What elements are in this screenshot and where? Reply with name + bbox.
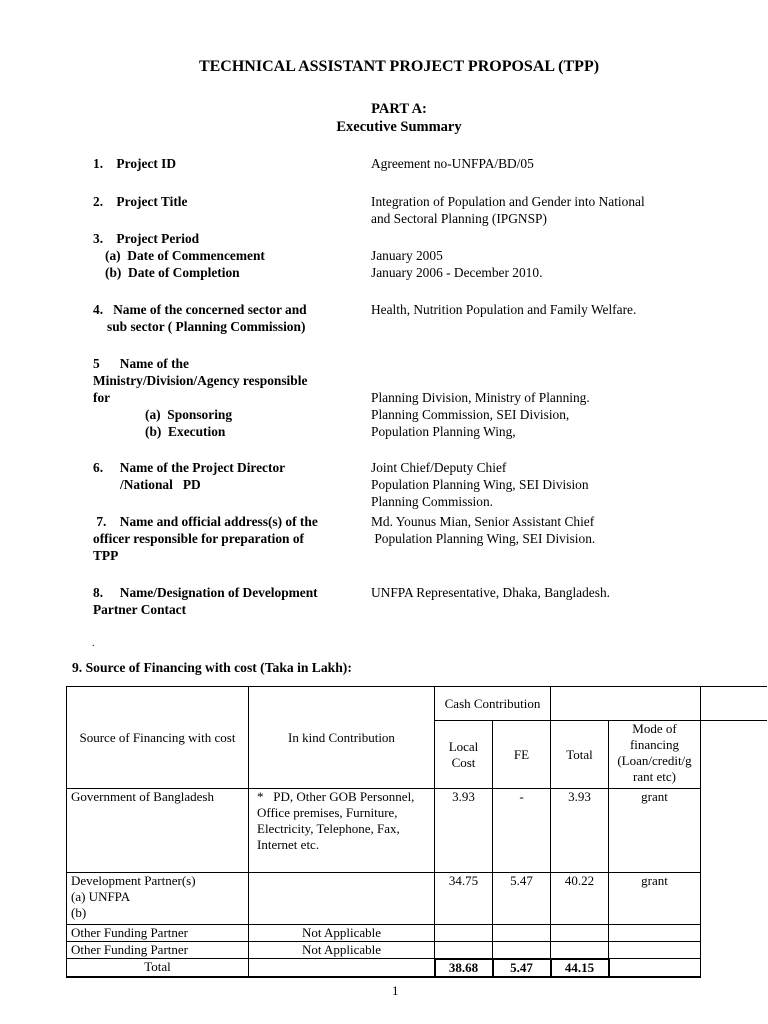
cell-extra xyxy=(701,789,767,873)
header-local: Local Cost xyxy=(435,721,493,789)
table-row xyxy=(67,789,767,873)
table-total-row xyxy=(67,959,767,977)
header-cash: Cash Contribution xyxy=(435,687,551,721)
item-value-line: Population Planning Wing, SEI Division. xyxy=(371,531,596,546)
cell-mode: grant xyxy=(609,873,701,925)
cell-inkind xyxy=(249,959,435,977)
cell-fe xyxy=(493,942,551,959)
item-value-line: January 2006 - December 2010. xyxy=(371,265,543,280)
cell-extra xyxy=(701,873,767,925)
cell-inkind: Not Applicable xyxy=(249,942,435,959)
cell-total-label: Total xyxy=(67,959,249,977)
cell-source-line: Development Partner(s) xyxy=(71,873,196,888)
item-label: 5 Name of the xyxy=(93,356,189,371)
cell-source-line: (b) xyxy=(71,905,87,920)
cell-extra xyxy=(701,925,767,942)
cell-local: 38.68 xyxy=(435,959,493,977)
page-number: 1 xyxy=(392,983,399,998)
item-value-line: Population Planning Wing, xyxy=(371,424,516,439)
item-value-line: Planning Commission, SEI Division, xyxy=(371,407,570,422)
item-value: Agreement no-UNFPA/BD/05 xyxy=(371,156,534,171)
table-row xyxy=(67,925,767,942)
item-value-line: January 2005 xyxy=(371,248,443,263)
part-label: PART A: xyxy=(371,101,427,117)
item-label: 8. Name/Designation of Development xyxy=(93,585,318,600)
cell-total: 44.15 xyxy=(551,959,609,977)
cell-inkind: Not Applicable xyxy=(249,925,435,942)
cell-extra xyxy=(701,942,767,959)
item-value: Health, Nutrition Population and Family Welfare. xyxy=(371,302,637,317)
cell-fe xyxy=(493,925,551,942)
header-extra xyxy=(701,721,767,789)
item-value-line: Joint Chief/Deputy Chief xyxy=(371,460,507,475)
item-sublabel: (b) Date of Completion xyxy=(105,265,240,280)
cell-extra xyxy=(701,959,767,977)
item-value-line: Population Planning Wing, SEI Division xyxy=(371,477,589,492)
item-label: 3. Project Period xyxy=(93,231,200,246)
item-label: 1. Project ID xyxy=(93,156,177,171)
cell-source xyxy=(67,873,249,925)
item-value-line: Planning Division, Ministry of Planning. xyxy=(371,390,590,405)
item-sublabel: (a) Sponsoring xyxy=(145,407,233,422)
cell-mode: grant xyxy=(609,789,701,873)
cell-source: Other Funding Partner xyxy=(67,925,249,942)
item-label: Partner Contact xyxy=(93,602,187,617)
table-row xyxy=(67,873,767,925)
cell-local xyxy=(435,925,493,942)
header-total: Total xyxy=(551,721,609,789)
header-inkind: In kind Contribution xyxy=(249,687,435,789)
item-label: Ministry/Division/Agency responsible xyxy=(93,373,308,388)
cell-inkind xyxy=(249,873,435,925)
cell-total xyxy=(551,942,609,959)
table-row xyxy=(67,942,767,959)
item-value: UNFPA Representative, Dhaka, Bangladesh. xyxy=(371,585,611,600)
item-value-line: Planning Commission. xyxy=(371,494,494,509)
cell-inkind xyxy=(249,789,435,873)
item-sublabel: (a) Date of Commencement xyxy=(105,248,265,263)
item-label: /National PD xyxy=(120,477,201,492)
cell-mode xyxy=(609,959,701,977)
header-source: Source of Financing with cost xyxy=(67,687,249,789)
item-value-line: and Sectoral Planning (IPGNSP) xyxy=(371,211,547,226)
item-label: for xyxy=(93,390,111,405)
item-label: 7. Name and official address(s) of the xyxy=(93,514,318,529)
item-label: TPP xyxy=(93,548,119,563)
item-label: 4. Name of the concerned sector and xyxy=(93,302,307,317)
part-subtitle: Executive Summary xyxy=(336,119,462,135)
header-mode: Mode of financing (Loan/credit/g rant etc) xyxy=(609,721,701,789)
cell-source: Other Funding Partner xyxy=(67,942,249,959)
financing-heading: 9. Source of Financing with cost (Taka in Lakh): xyxy=(72,660,352,675)
cell-fe: 5.47 xyxy=(493,959,551,977)
cell-mode xyxy=(609,925,701,942)
table-header-row xyxy=(67,687,767,721)
cell-fe: - xyxy=(493,789,551,873)
cell-total: 40.22 xyxy=(551,873,609,925)
cell-source-line: (a) UNFPA xyxy=(71,889,131,904)
cell-local xyxy=(435,942,493,959)
header-fe: FE xyxy=(493,721,551,789)
header-extra xyxy=(701,687,767,721)
document-title: TECHNICAL ASSISTANT PROJECT PROPOSAL (TPP) xyxy=(198,58,600,75)
cell-source: Government of Bangladesh xyxy=(67,789,249,873)
cell-total xyxy=(551,925,609,942)
item-value-line: Integration of Population and Gender into National xyxy=(371,194,645,209)
stray-mark: . xyxy=(92,638,95,649)
cell-fe: 5.47 xyxy=(493,873,551,925)
cell-inkind-text: * PD, Other GOB Personnel, Office premises, Furniture, Electricity, Telephone, Fax, Internet etc. xyxy=(257,789,418,852)
item-label: sub sector ( Planning Commission) xyxy=(107,319,306,334)
item-value-line: Md. Younus Mian, Senior Assistant Chief xyxy=(371,514,595,529)
item-label: 6. Name of the Project Director xyxy=(93,460,286,475)
header-blank xyxy=(551,687,701,721)
cell-mode xyxy=(609,942,701,959)
item-label: officer responsible for preparation of xyxy=(93,531,305,546)
item-label: 2. Project Title xyxy=(93,194,188,209)
cell-total: 3.93 xyxy=(551,789,609,873)
financing-table xyxy=(66,686,767,978)
cell-local: 3.93 xyxy=(435,789,493,873)
item-sublabel: (b) Execution xyxy=(145,424,226,439)
cell-local: 34.75 xyxy=(435,873,493,925)
part-heading xyxy=(0,100,768,136)
